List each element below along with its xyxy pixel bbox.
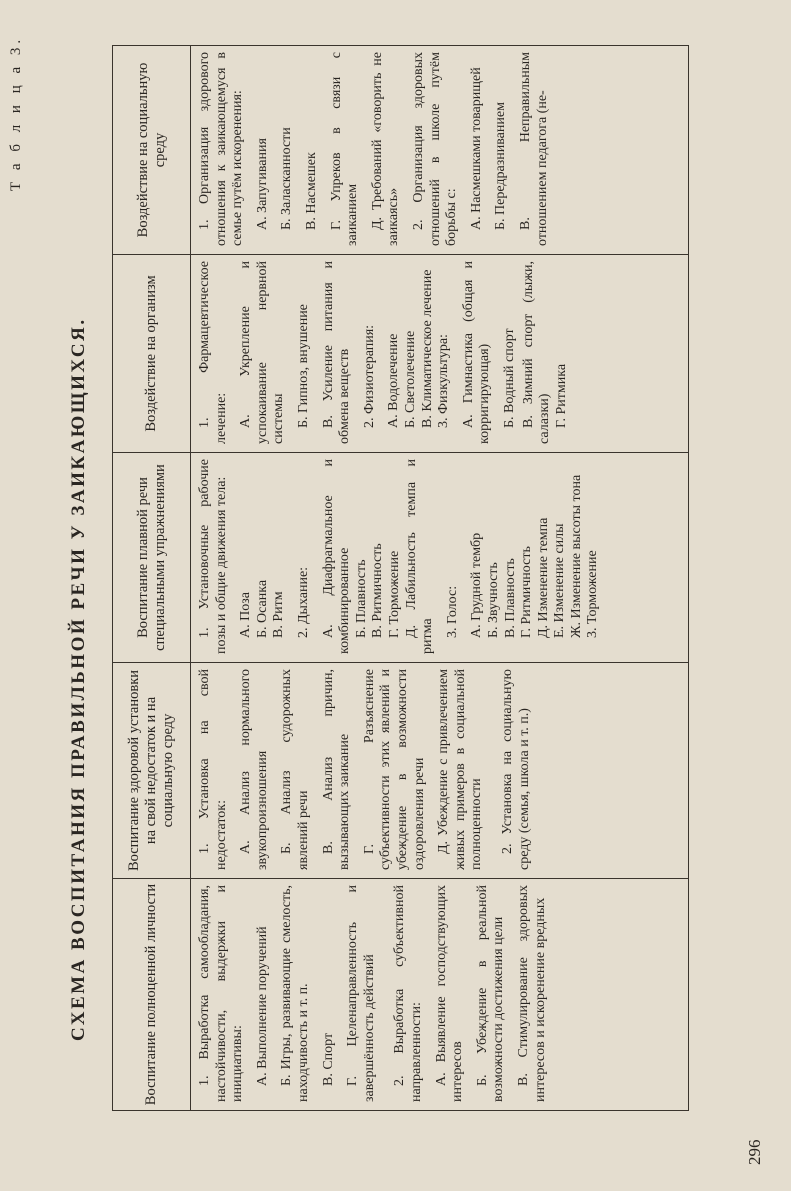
column-header: Воздействие на социальную среду	[113, 46, 191, 254]
list-item: 2. Физиотерапия:	[361, 324, 377, 428]
list-item: Ж. Изменение высоты тона	[568, 474, 584, 638]
list-item: А. Укрепление и успокаивание нервной системы	[238, 261, 287, 444]
list-item: А. Насмешками товарищей	[468, 67, 484, 230]
column-header: Воспитание плавной речи специальными упражнениями	[113, 453, 191, 662]
column-social	[113, 45, 688, 254]
list-item: В. Плавность	[502, 558, 518, 638]
list-item: А. Поза	[238, 592, 254, 638]
column-header: Воспитание полноценной личности	[113, 879, 191, 1110]
list-item: 2. Установка на социальную среду (семья, школа и т. п.)	[499, 669, 532, 870]
list-item: В. Стимулирование здоровых интересов и искоренение вредных	[515, 885, 548, 1102]
column-header: Воздействие на организм	[113, 255, 191, 452]
list-item: В. Ритмичность	[370, 543, 386, 638]
list-item: Д. Требований «говорить не заикаясь»	[369, 52, 402, 246]
column-personality	[113, 878, 688, 1110]
list-item: 1. Выработка самообладания, настойчивости, выдержки и инициативы:	[197, 885, 246, 1102]
list-item: Б. Звучность	[485, 562, 501, 638]
list-item: А. Водолечение	[386, 333, 402, 428]
list-item: Б. Игры, развивающие смелость, находчивость и т. п.	[279, 885, 311, 1102]
column-organism	[113, 254, 688, 452]
list-item: Д. Убеждение с привлечением живых примеров в социальной полноценности	[436, 669, 485, 870]
list-item: Б. Гипноз, внушение	[295, 304, 311, 428]
list-item: В. Неправильным отношением педагога (не-	[517, 52, 550, 246]
list-item: Г. Упреков в связи с заиканием	[328, 52, 361, 246]
list-item: А. Диафрагмальное и комбинированное	[320, 459, 353, 654]
list-item: В. Анализ причин, вызывающих заикание	[320, 669, 353, 870]
list-item: 3. Торможение	[585, 550, 601, 638]
list-item: Г. Торможение	[386, 550, 402, 638]
column-body	[197, 46, 559, 254]
list-item: В. Спорт	[320, 1032, 336, 1086]
list-item: В. Ритм	[271, 591, 287, 638]
list-item: Б. Осанка	[254, 579, 270, 638]
list-item: Д. Лабильность темпа и ритма	[403, 459, 436, 654]
list-item: В. Зимний спорт (лыжи, салазки)	[520, 261, 553, 444]
list-item: Б. Водный спорт	[501, 328, 517, 428]
list-item: А. Выявление господствующих интересов	[433, 885, 466, 1102]
list-item: 2. Дыхание:	[295, 566, 311, 638]
list-item: Б. Плавность	[353, 559, 369, 638]
page-number: 296	[745, 1139, 764, 1165]
list-item: А. Гимнастика (общая и корригирующая)	[460, 261, 493, 444]
column-body	[197, 453, 610, 662]
list-item: Б. Анализ судорожных явлений речи	[279, 669, 311, 870]
scheme-table	[112, 45, 689, 1111]
list-item: 3. Физкультура:	[436, 334, 452, 428]
list-item: Г. Разъяснение субъективности этих явлений и убеждение в возможности оздоровления речи	[361, 669, 427, 870]
column-exercises	[113, 452, 688, 662]
list-item: Б. Передразниванием	[493, 102, 509, 230]
list-item: Б. Заласканности	[279, 127, 295, 230]
page-title: СХЕМА ВОСПИТАНИЯ ПРАВИЛЬНОЙ РЕЧИ У ЗАИКАЮЩИХСЯ.	[68, 317, 89, 1041]
list-item: А. Грудной тембр	[469, 532, 485, 638]
list-item: Г. Ритмичность	[519, 546, 535, 638]
list-item: В. Усиление питания и обмена веществ	[320, 261, 353, 444]
list-item: 1. Установочные рабочие позы и общие движения тела:	[197, 459, 229, 654]
list-item: Д. Изменение темпа	[535, 517, 551, 638]
list-item: 2. Организация здоровых отношений в школе путём борьбы с:	[410, 52, 460, 246]
list-item: В. Насмешек	[303, 152, 319, 230]
list-item: Г. Ритмика	[553, 363, 569, 428]
column-header: Воспитание здоровой установки на свой недостаток и на социальную среду	[113, 663, 191, 878]
list-item: 1. Организация здорового отношения к заикающемуся в семье путём искоренения:	[197, 52, 246, 246]
list-item: 3. Голос:	[444, 585, 460, 638]
list-item: Г. Целенаправленность и завершённость действий	[345, 885, 377, 1102]
column-body	[197, 255, 578, 452]
list-item: 2. Выработка субъективной направленности:	[392, 885, 424, 1102]
list-item: 1. Установка на свой недостаток:	[197, 669, 229, 870]
list-item: Б. Убеждение в реальной возможности достижения цели	[474, 885, 507, 1102]
list-item: А. Выполнение поручений	[254, 926, 270, 1086]
column-body	[197, 879, 557, 1110]
table-label: Т а б л и ц а 3.	[8, 35, 24, 191]
list-item: А. Запугивания	[254, 138, 270, 230]
list-item: Б. Светолечение	[402, 330, 418, 428]
column-attitude	[113, 662, 688, 878]
list-item: В. Климатическое лечение	[419, 269, 435, 428]
list-item: А. Анализ нормального звукопроизношения	[238, 669, 270, 870]
column-body	[197, 663, 541, 878]
list-item: 1. Фармацевтическое лечение:	[197, 261, 229, 444]
list-item: Е. Изменение силы	[552, 523, 568, 638]
